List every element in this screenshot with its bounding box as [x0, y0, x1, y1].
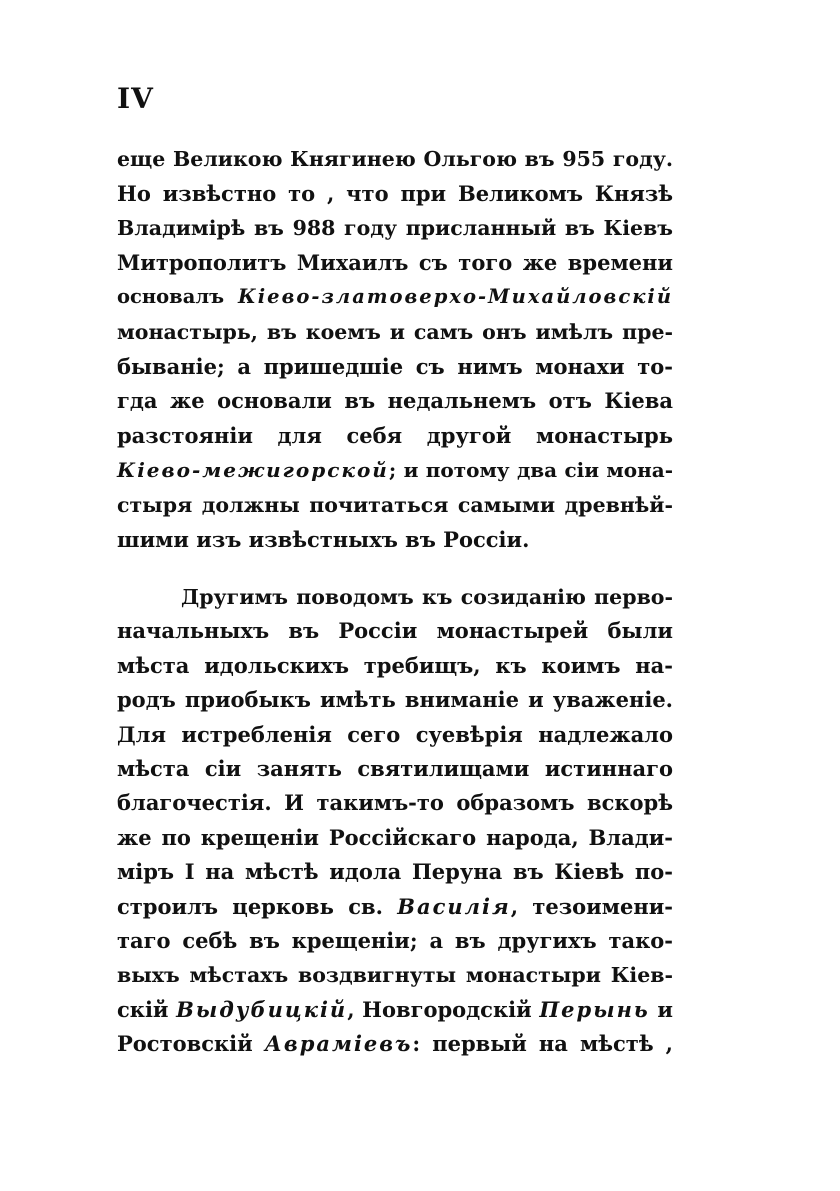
text-line	[117, 752, 673, 786]
text-span: мѣста идольскихъ требищъ, къ коимъ на-	[117, 652, 673, 678]
text-span: бываніе; а пришедшіе съ нимъ монахи то-	[117, 353, 673, 379]
text-line	[117, 855, 673, 889]
text-span: таго себѣ въ крещеніи; а въ другихъ тако-	[117, 927, 673, 953]
text-line	[117, 246, 673, 281]
text-span: , Новгородскій	[347, 996, 540, 1022]
text-line	[117, 350, 673, 385]
text-line	[117, 580, 673, 614]
text-line	[117, 649, 673, 683]
text-span: : первый на мѣстѣ ,	[412, 1031, 673, 1057]
text-line	[117, 1027, 673, 1061]
text-span: стыря должны почитаться самыми древнѣй-	[117, 492, 673, 517]
text-line	[117, 142, 673, 177]
italic-name: Василія	[397, 893, 511, 919]
text-span: разстояніи для себя другой монастырь	[117, 422, 673, 448]
text-span: міръ I на мѣстѣ идола Перуна въ Кіевѣ по-	[117, 859, 673, 885]
text-span: ; и потому два сіи мона-	[388, 458, 673, 483]
text-span: строилъ церковь св.	[117, 893, 398, 919]
text-line	[117, 958, 673, 992]
text-span: скій	[117, 996, 177, 1022]
text-line	[117, 890, 673, 924]
text-span: ещe Великою Княгинею Ольгою въ 955 году.	[117, 147, 673, 171]
text-line	[117, 683, 673, 717]
italic-name: Выдубицкій	[176, 996, 348, 1022]
text-span: выхъ мѣстахъ воздвигнуты монастыри Кіев-	[117, 963, 673, 988]
text-span: родъ приобыкъ имѣть вниманіе и уваженіе.	[117, 687, 673, 713]
text-line	[117, 384, 673, 419]
text-line	[117, 177, 673, 212]
text-span: благочестія. И такимъ-то образомъ вскорѣ	[117, 790, 673, 816]
text-line	[117, 315, 673, 350]
text-line	[117, 614, 673, 648]
text-line	[117, 280, 673, 315]
text-line	[117, 786, 673, 820]
text-line	[117, 211, 673, 246]
text-span: же по крещеніи Россійскаго народа, Влади-	[117, 824, 673, 850]
paragraph-1	[117, 142, 673, 557]
text-line	[117, 821, 673, 855]
italic-name: Авраміевъ	[264, 1031, 413, 1057]
text-span: Митрополитъ Михаилъ съ того же времени	[117, 249, 673, 275]
text-span: начальныхъ въ Россіи монастырей были	[117, 618, 673, 644]
text-line	[117, 718, 673, 752]
text-span: монастырь, въ коемъ и самъ онъ имѣлъ пре-	[117, 319, 673, 344]
text-span: Владимірѣ въ 988 году присланный въ Кіевъ	[117, 216, 673, 241]
text-line	[117, 453, 673, 488]
text-span: , тезоимени-	[510, 893, 673, 919]
text-line	[117, 488, 673, 523]
text-span: шими изъ извѣстныхъ въ Россіи.	[117, 526, 530, 552]
text-span: Но извѣстно то , что при Великомъ Князѣ	[117, 180, 673, 206]
text-span: гда же основали въ недальнемъ отъ Кіева	[117, 388, 673, 414]
page-number: IV	[117, 82, 154, 115]
text-line	[117, 924, 673, 958]
italic-name: Перынь	[539, 996, 650, 1022]
text-span: мѣста сіи занять святилищами истиннаго	[117, 755, 673, 781]
text-span: основалъ	[117, 285, 239, 309]
text-span: Другимъ поводомъ къ созиданію перво-	[181, 585, 673, 609]
paragraph-2	[117, 580, 673, 1061]
text-span: Для истребленія сего суевѣрія надлежало	[117, 721, 673, 747]
text-line	[117, 993, 673, 1027]
text-line	[117, 523, 673, 558]
italic-name: Кіево-златоверхо-Михайловскій	[238, 285, 673, 309]
italic-name: Кіево-межигорской	[117, 458, 389, 483]
text-span: и	[649, 996, 673, 1022]
text-line	[117, 419, 673, 454]
text-span: Ростовскій	[117, 1031, 265, 1057]
